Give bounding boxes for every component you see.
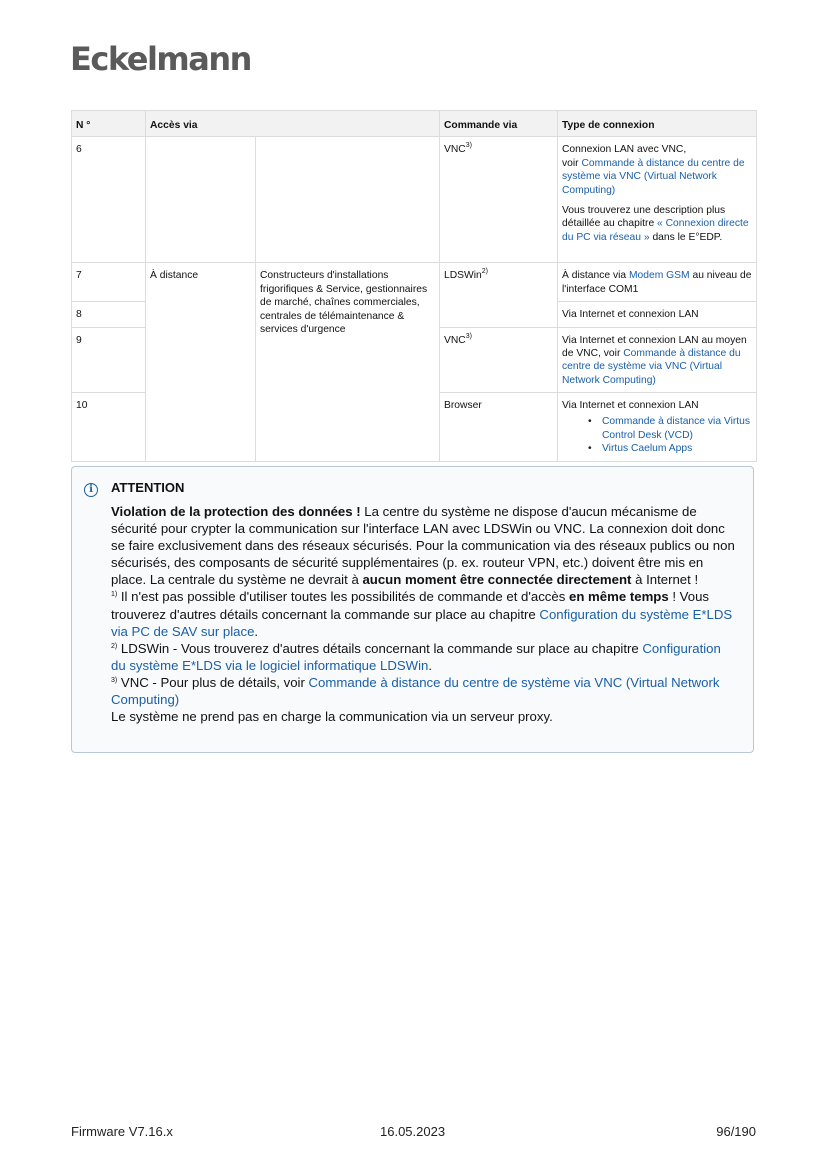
footer-date: 16.05.2023 [380, 1124, 446, 1139]
vcd-link[interactable]: • Commande à distance via Virtus Control Desk (VCD) [592, 415, 752, 442]
connection-cell: À distance via Modem GSM au niveau de l'interface COM1 [558, 263, 757, 302]
header-access: Accès via [146, 111, 440, 137]
row-number: 8 [72, 302, 146, 327]
access-detail-cell: Constructeurs d'installations frigorifiques & Service, gestionnaires de marché, chaînes commerciales, centrales de télémaintenance & services d'urgence [256, 263, 440, 461]
proxy-note: Le système ne prend pas en charge la communication via un serveur proxy. [111, 709, 553, 725]
row-number: 7 [72, 263, 146, 302]
gsm-modem-link[interactable]: Modem GSM [628, 270, 690, 282]
table-header-row [72, 111, 757, 137]
sav-config-link[interactable]: Configuration du système E*LDS via PC de SAV sur place [111, 606, 733, 639]
connection-bullet-list [562, 415, 752, 455]
connection-cell: Via Internet et connexion LAN [558, 302, 757, 327]
row-number: 9 [72, 327, 146, 393]
header-command: Commande via [440, 111, 558, 137]
ldswin-config-link[interactable]: Configuration du système E*LDS via le logiciel informatique LDSWin [111, 640, 721, 673]
command-cell: VNC$^{3)}$ [440, 137, 558, 263]
vnc-remote-link[interactable]: Commande à distance du centre de système via VNC (Virtual Network Computing) [562, 347, 741, 386]
header-no: N ° [72, 111, 146, 137]
row-number: 6 [72, 137, 146, 263]
access-detail-cell [256, 137, 440, 263]
vnc-remote-link[interactable]: Commande à distance du centre de système via VNC (Virtual Network Computing) [111, 674, 720, 708]
data-protection-paragraph: Violation de la protection des données ! La centre du système ne dispose d'aucun mécanisme de sécurité pour crypter la communication sur l'interface LAN avec LDSWin ou VNC. La connexion doit donc se faire exclusivement dans des réseaux sécurisés. Pour la communication via des réseaux publics ou non sécurisés, des composants de sécurité supplémentaires (p. ex. routeur VPN, etc.) doivent être mis en place. La centrale du système ne devrait à aucun moment être connectée directement à Internet ! [111, 504, 735, 588]
footnote-2: $^{2)}$ LDSWin - Vous trouverez d'autres détails concernant la commande sur place au chapitre Configuration du système E*LDS via le logiciel informatique LDSWin. [111, 640, 721, 673]
attention-title: ATTENTION [111, 480, 185, 495]
footer-firmware: Firmware V7.16.x [71, 1124, 173, 1139]
access-cell [146, 137, 256, 263]
command-cell: LDSWin$^{2)}$ [440, 263, 558, 327]
command-cell: Browser [440, 393, 558, 462]
footnote-3: $^{3)}$ VNC - Pour plus de détails, voir Commande à distance du centre de système via VNC (Virtual Network Computing) [111, 674, 720, 708]
access-cell: À distance [146, 263, 256, 461]
access-table [71, 110, 757, 462]
table-row [72, 137, 757, 263]
footer-page-number: 96/190 [716, 1124, 756, 1139]
footnote-1: $^{1)}$ Il n'est pas possible d'utiliser toutes les possibilités de commande et d'accès en même temps ! Vous trouverez d'autres détails concernant la commande sur place au chapitre Configuration du système E*LDS via PC de SAV sur place. [111, 589, 733, 639]
attention-box [71, 466, 754, 753]
command-cell: VNC$^{3)}$ [440, 327, 558, 393]
connection-cell: Connexion LAN avec VNC, voir Commande à distance du centre de système via VNC (Virtual Network Computing) Vous trouverez une description plus détaillée au chapitre « Connexion directe du PC via réseau » dans le E°EDP. [558, 137, 757, 263]
connection-cell: Via Internet et connexion LAN • Commande à distance via Virtus Control Desk (VCD) • Virtus Caelum Apps [558, 393, 757, 462]
info-icon: i [84, 483, 98, 497]
connection-cell: Via Internet et connexion LAN au moyen de VNC, voir Commande à distance du centre de système via VNC (Virtual Network Computing) [558, 327, 757, 393]
attention-body [111, 503, 736, 725]
vnc-remote-link[interactable]: Commande à distance du centre de système via VNC (Virtual Network Computing) [562, 157, 745, 196]
row-number: 10 [72, 393, 146, 462]
direct-pc-network-link[interactable]: « Connexion directe du PC via réseau » [562, 218, 749, 243]
header-connection: Type de connexion [558, 111, 757, 137]
eckelmann-logo: Eckelmann [70, 40, 251, 78]
caelum-apps-link[interactable]: • Virtus Caelum Apps [592, 442, 752, 455]
table-row [72, 263, 757, 302]
